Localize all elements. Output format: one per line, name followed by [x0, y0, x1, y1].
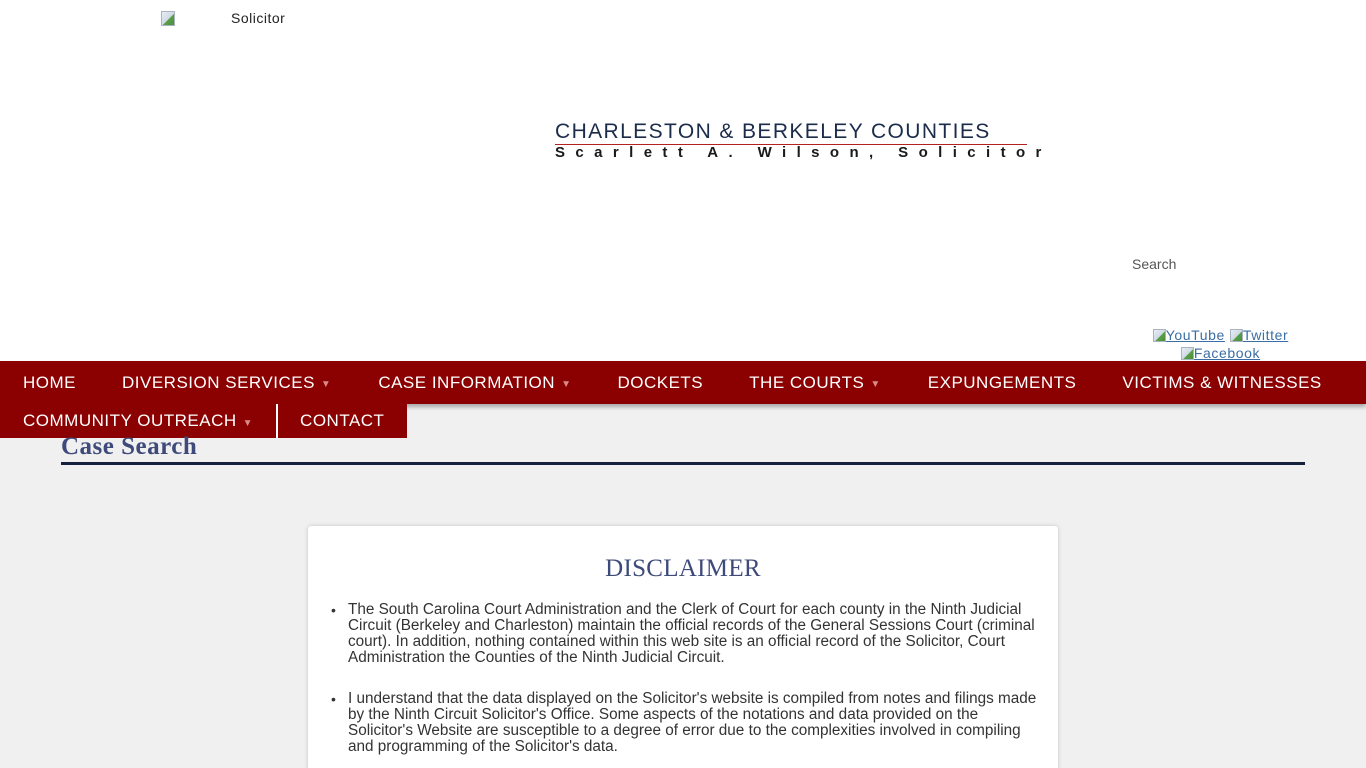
- nav-diversion-services[interactable]: [99, 361, 354, 404]
- caret-down-icon: ▼: [561, 379, 572, 390]
- logo-link[interactable]: [160, 10, 285, 26]
- broken-image-icon: [160, 10, 176, 26]
- nav-victims-witnesses[interactable]: [1099, 361, 1344, 404]
- nav-label: CONTACT: [300, 411, 385, 430]
- facebook-link[interactable]: [1180, 345, 1260, 361]
- nav-label: DIVERSION SERVICES: [122, 372, 315, 392]
- site-header: [0, 0, 1366, 361]
- site-title-block: [555, 120, 1052, 161]
- twitter-link[interactable]: [1229, 327, 1288, 343]
- nav-dockets[interactable]: [594, 361, 726, 404]
- youtube-link[interactable]: [1152, 327, 1225, 343]
- nav-label: HOME: [23, 372, 76, 392]
- social-links: [1140, 327, 1300, 363]
- twitter-label: Twitter: [1242, 327, 1289, 343]
- nav-label: COMMUNITY OUTREACH: [23, 411, 237, 430]
- disclaimer-item: • I understand that the data displayed on the Solicitor's website is compiled from notes and filings made by the Ninth Circuit Solicitor's Office. Some aspects of the notations and data provided on the Solicitor's Website are susceptible to a degree of error due to the complexities involved in compiling and programming of the Solicitor's data.: [348, 691, 1038, 755]
- caret-down-icon: ▼: [320, 379, 332, 390]
- nav-label: THE COURTS: [749, 372, 865, 392]
- site-subtitle: Scarlett A. Wilson, Solicitor: [555, 144, 1052, 161]
- nav-home[interactable]: [0, 361, 99, 404]
- nav-label: CASE INFORMATION: [378, 372, 556, 392]
- logo-alt-text: Solicitor: [231, 10, 286, 26]
- broken-image-icon: [1180, 346, 1194, 360]
- nav-the-courts[interactable]: [726, 361, 904, 404]
- disclaimer-heading: DISCLAIMER: [605, 555, 761, 582]
- nav-expungements[interactable]: [904, 361, 1100, 404]
- caret-down-icon: ▼: [242, 417, 254, 429]
- nav-label: VICTIMS & WITNESSES: [1122, 372, 1322, 392]
- nav-case-information[interactable]: [354, 361, 594, 404]
- facebook-label: Facebook: [1193, 345, 1261, 361]
- main-nav: [0, 361, 1366, 404]
- site-title: CHARLESTON & BERKELEY COUNTIES: [555, 121, 1027, 145]
- nav-label: DOCKETS: [617, 372, 704, 392]
- youtube-label: YouTube: [1165, 327, 1225, 343]
- title-divider: [61, 462, 1305, 465]
- disclaimer-item: • The South Carolina Court Administration and the Clerk of Court for each county in the Ninth Judicial Circuit (Berkeley and Charleston) maintain the official records of the General Sessions Court (criminal court). In addition, nothing contained within this web site is an official record of the Solicitor, Court Administration the Counties of the Ninth Judicial Circuit.: [348, 602, 1038, 666]
- caret-down-icon: ▼: [870, 379, 881, 390]
- nav-contact[interactable]: [278, 404, 407, 438]
- disclaimer-card: [308, 526, 1058, 768]
- disclaimer-list: [348, 602, 1038, 755]
- page-title: Case Search: [61, 433, 198, 460]
- nav-label: EXPUNGEMENTS: [927, 372, 1077, 392]
- search-input[interactable]: Search: [1132, 256, 1177, 272]
- broken-image-icon: [1152, 328, 1166, 342]
- broken-image-icon: [1229, 328, 1243, 342]
